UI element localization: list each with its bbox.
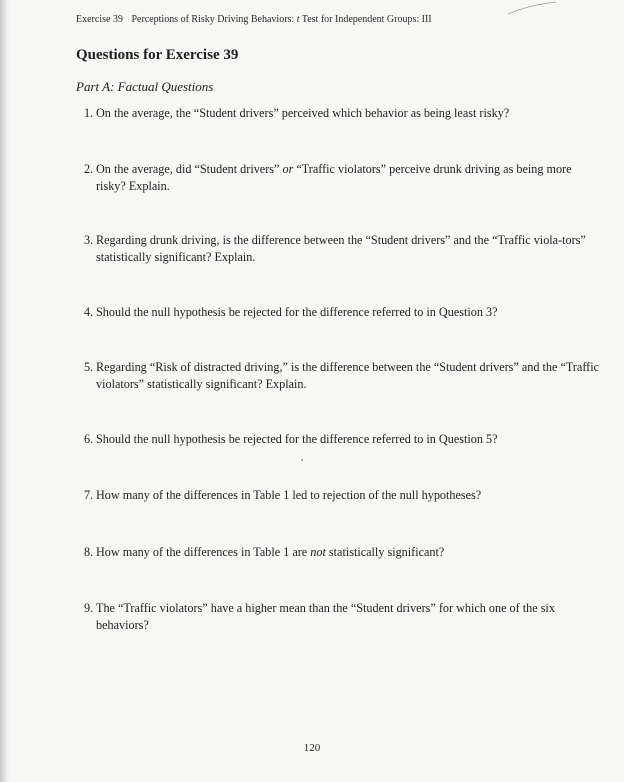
question-9: 9. The “Traffic violators” have a higher mean than the “Student drivers” for which one of the six behaviors? xyxy=(84,601,555,632)
running-header xyxy=(76,14,432,25)
question-1: 1. On the average, the “Student drivers” perceived which behavior as being least risky? xyxy=(84,106,510,120)
question-2: 2. On the average, did “Student drivers” or “Traffic violators” perceive drunk driving as being more risky? Explain. xyxy=(84,162,572,193)
question-5: 5. Regarding “Risk of distracted driving,” is the difference between the “Student drivers” and the “Traffic violators” statistically significant? Explain. xyxy=(84,360,600,391)
question-3: 3. Regarding drunk driving, is the difference between the “Student drivers” and the “Traffic viola-tors” statistically significant? Explain. xyxy=(84,233,586,264)
page-number: 120 xyxy=(303,742,321,754)
question-8: 8. How many of the differences in Table 1 are not statistically significant? xyxy=(84,545,445,559)
part-title: Part A: Factual Questions xyxy=(76,79,214,94)
exercise-label: Exercise 39 xyxy=(76,14,123,25)
page-edge-shadow xyxy=(0,0,10,782)
question-6: 6. Should the null hypothesis be rejected for the difference referred to in Question 5? xyxy=(84,432,498,446)
question-7: 7. How many of the differences in Table 1 led to rejection of the null hypotheses? xyxy=(84,488,482,502)
header-title: Perceptions of Risky Driving Behaviors: t Test for Independent Groups: III xyxy=(131,14,432,25)
corner-pencil-mark xyxy=(500,0,560,20)
question-4: 4. Should the null hypothesis be rejected for the difference referred to in Question 3? xyxy=(84,305,498,319)
section-title: Questions for Exercise 39 xyxy=(76,47,239,63)
scan-speck xyxy=(301,459,303,461)
